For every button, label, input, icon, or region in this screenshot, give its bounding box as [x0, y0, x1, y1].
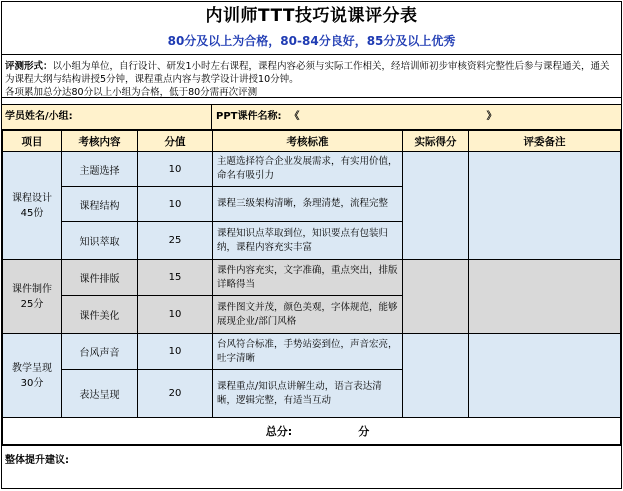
content-cell: 主题选择	[62, 152, 138, 187]
score-value-cell: 10	[138, 152, 213, 187]
score-value-cell: 10	[138, 296, 213, 334]
score-value-cell: 10	[138, 334, 213, 370]
header-content: 考核内容	[62, 131, 138, 152]
table-row	[3, 260, 621, 296]
score-table	[2, 130, 621, 445]
total-label: 总分:	[265, 425, 293, 438]
actual-score-input[interactable]	[403, 334, 469, 418]
bracket-close: 》	[486, 111, 497, 122]
ppt-name-field[interactable]	[212, 105, 621, 129]
score-sheet	[1, 1, 622, 489]
table-header-row	[3, 131, 621, 152]
standard-cell: 主题选择符合企业发展需求，有实用价值，命名有吸引力	[213, 152, 403, 187]
bracket-open: 《	[289, 111, 300, 122]
actual-score-input[interactable]	[403, 260, 469, 334]
rules-line-1: 以小组为单位，自行设计、研发1小时左右课程，课程内容必须与实际工作相关，经培训师初步审核资料完整性后参与课程通关，通关为课程大纲与结构讲授5分钟，课程重点内容与教学设计讲授10分钟。	[5, 61, 610, 85]
score-value-cell: 15	[138, 260, 213, 296]
header-judge-notes: 评委备注	[469, 131, 621, 152]
score-value-cell: 20	[138, 370, 213, 418]
ppt-name-label: PPT课件名称:	[216, 111, 282, 122]
spacer-row	[2, 98, 621, 105]
content-cell: 课件排版	[62, 260, 138, 296]
sheet-title: 内训师TTT技巧说课评分表	[205, 6, 418, 26]
header-actual-score: 实际得分	[403, 131, 469, 152]
rules-line-2: 各项累加总分达80分以上小组为合格，低于80分需再次评测	[5, 87, 258, 98]
score-value-cell: 10	[138, 187, 213, 222]
header-standard: 考核标准	[213, 131, 403, 152]
grading-criteria: 80分及以上为合格，80-84分良好，85分及以上优秀	[2, 30, 621, 55]
evaluation-rules	[2, 55, 621, 98]
project-cell: 教学呈现 30分	[3, 334, 62, 418]
standard-cell: 课件内容充实，文字准确，重点突出，排版详略得当	[213, 260, 403, 296]
standard-cell: 台风符合标准，手势站姿到位，声音宏亮，吐字清晰	[213, 334, 403, 370]
table-row	[3, 152, 621, 187]
rules-label: 评测形式：	[5, 61, 53, 72]
standard-cell: 课程重点/知识点讲解生动，语言表达清晰，逻辑完整，有适当互动	[213, 370, 403, 418]
content-cell: 课程结构	[62, 187, 138, 222]
student-name-field[interactable]: 学员姓名/小组:	[2, 105, 212, 129]
content-cell: 台风声音	[62, 334, 138, 370]
standard-cell: 课程知识点萃取到位，知识要点有包装归纳，课程内容充实丰富	[213, 222, 403, 260]
standard-cell: 课程三级架构清晰，条理清楚，流程完整	[213, 187, 403, 222]
content-cell: 课件美化	[62, 296, 138, 334]
improvement-suggestion-field[interactable]: 整体提升建议:	[2, 445, 621, 475]
score-value-cell: 25	[138, 222, 213, 260]
table-row	[3, 334, 621, 370]
actual-score-input[interactable]	[403, 152, 469, 260]
content-cell: 表达呈现	[62, 370, 138, 418]
content-cell: 知识萃取	[62, 222, 138, 260]
project-cell: 课件制作 25分	[3, 260, 62, 334]
info-row	[2, 105, 621, 130]
total-row	[3, 418, 621, 445]
standard-cell: 课件图文并茂，颜色美观，字体规范，能够展现企业/部门风格	[213, 296, 403, 334]
judge-notes-input[interactable]	[469, 260, 621, 334]
project-cell: 课程设计 45份	[3, 152, 62, 260]
judge-notes-input[interactable]	[469, 152, 621, 260]
total-unit: 分	[358, 425, 370, 438]
total-cell[interactable]	[3, 418, 621, 445]
judge-notes-input[interactable]	[469, 334, 621, 418]
header-score: 分值	[138, 131, 213, 152]
header-project: 项目	[3, 131, 62, 152]
